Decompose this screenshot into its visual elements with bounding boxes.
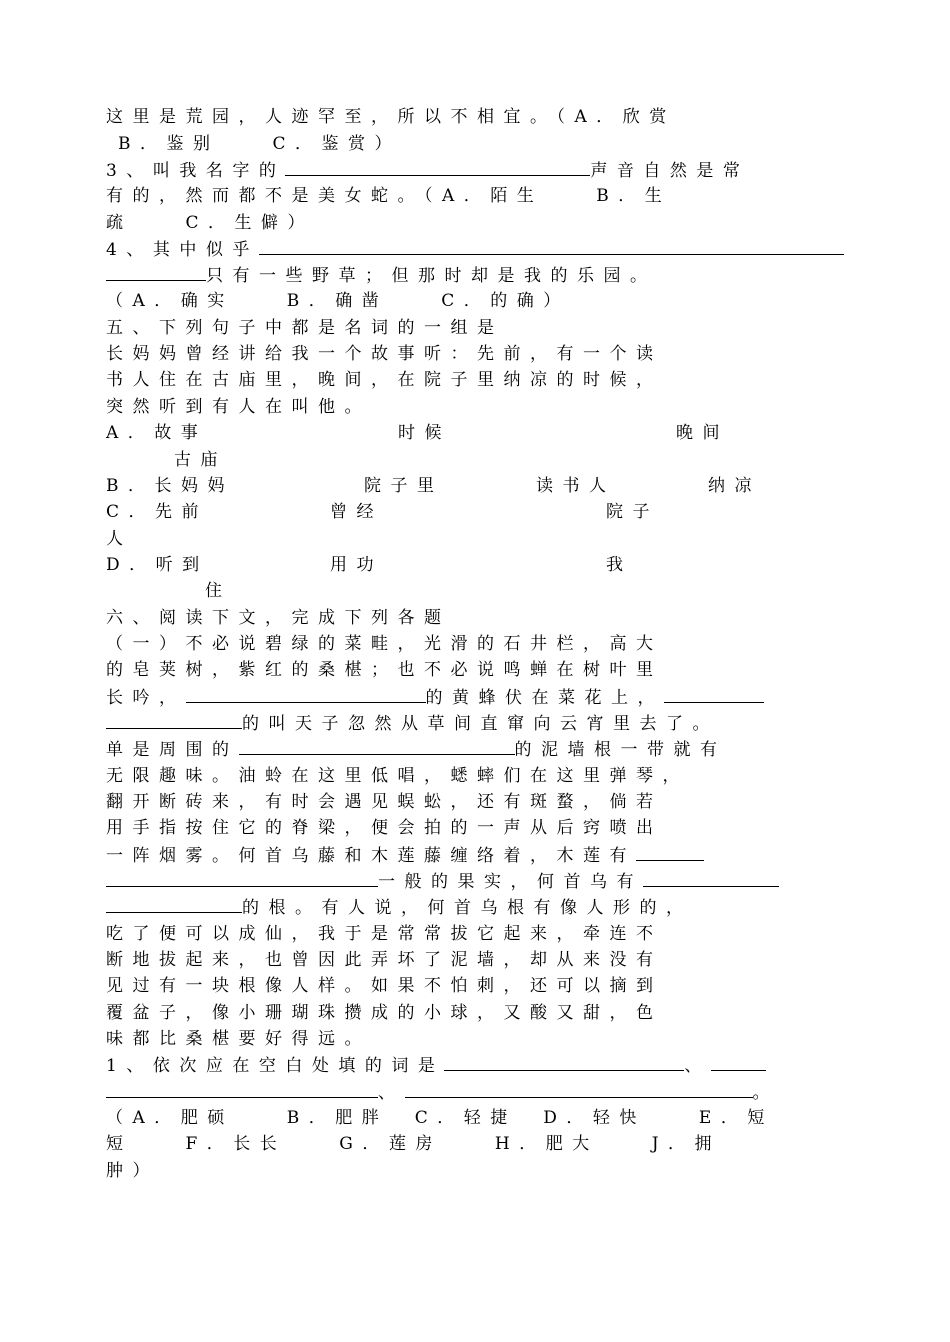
text-line: 只有一些野草；但那时却是我的乐园。 xyxy=(106,264,657,287)
fill-blank[interactable] xyxy=(285,159,590,176)
text-line: 见过有一块根像人样。如果不怕刺，还可以摘到 xyxy=(106,976,663,996)
option-d-line: D．听到 xyxy=(106,555,209,575)
option-word: 院子里 xyxy=(364,476,444,496)
text-line: 4、其中似乎 xyxy=(106,238,844,261)
section-heading: 五、下列句子中都是名词的一组是 xyxy=(106,318,504,338)
fill-blank[interactable] xyxy=(636,844,704,861)
text-line: 覆盆子，像小珊瑚珠攒成的小球，又酸又甜，色 xyxy=(106,1003,663,1023)
text-line: 这里是荒园，人迹罕至，所以不相宜。（A．欣赏 xyxy=(106,107,676,127)
text-line: 一般的果实，何首乌有 xyxy=(106,870,779,893)
text-line: （一）不必说碧绿的菜畦，光滑的石井栏，高大 xyxy=(106,634,663,654)
fill-blank[interactable] xyxy=(106,896,242,913)
text-line: 无限趣味。油蛉在这里低唱，蟋蟀们在这里弹琴， xyxy=(106,766,689,786)
option-a-line: A．故事 xyxy=(106,423,208,443)
option-word: 院子 xyxy=(606,502,659,522)
text-line: 有的，然而都不是美女蛇。（A．陌生 B．生 xyxy=(106,186,672,206)
text-line: 吃了便可以成仙，我于是常常拔它起来，牵连不 xyxy=(106,924,663,944)
fill-blank[interactable] xyxy=(711,1054,766,1071)
fill-blank[interactable] xyxy=(106,870,378,887)
text-line: 3、叫我名字的 声音自然是常 xyxy=(106,161,750,181)
text-line: 用手指按住它的脊梁，便会拍的一声从后窍喷出 xyxy=(106,818,663,838)
text-line: B．鉴别 C．鉴赏） xyxy=(118,134,401,154)
option-word: 我 xyxy=(606,555,633,575)
option-word: 读书人 xyxy=(536,476,616,496)
option-word: 纳凉 xyxy=(708,476,761,496)
text-line: （A．肥硕 B．肥胖 C．轻捷 D．轻快 E．短 xyxy=(106,1108,774,1128)
option-word: 曾经 xyxy=(330,502,383,522)
fill-blank[interactable] xyxy=(186,686,426,703)
text-line: 的叫天子忽然从草间直窜向云宵里去了。 xyxy=(106,712,719,735)
text-line: 一阵烟雾。何首乌藤和木莲藤缠络着，木莲有 xyxy=(106,844,704,867)
text-line: 长吟， 的黄蜂伏在菜花上， xyxy=(106,686,764,709)
fill-blank[interactable] xyxy=(106,1081,378,1098)
text-line: 单是周围的 的泥墙根一带就有 xyxy=(106,740,727,760)
option-word: 用功 xyxy=(330,555,383,575)
fill-blank[interactable] xyxy=(405,1081,753,1098)
option-b-line: B．长妈妈 xyxy=(106,476,234,496)
text-line: 书人住在古庙里，晚间，在院子里纳凉的时候， xyxy=(106,370,663,390)
text-line: 断地拔起来，也曾因此弄坏了泥墙，却从来没有 xyxy=(106,950,663,970)
fill-blank[interactable] xyxy=(444,1054,684,1071)
question-line: 、 。 xyxy=(106,1081,779,1104)
text-line: 翻开断砖来，有时会遇见蜈蚣，还有斑蝥，倘若 xyxy=(106,792,663,812)
text-line: 突然听到有人在叫他。 xyxy=(106,397,371,417)
fill-blank[interactable] xyxy=(664,686,764,703)
option-word: 晚间 xyxy=(676,423,729,443)
option-word: 古庙 xyxy=(174,450,227,470)
text-line: 的根。有人说，何首乌根有像人形的， xyxy=(106,896,693,919)
option-c-line: C．先前 xyxy=(106,502,209,522)
option-word: 住 xyxy=(205,581,232,601)
fill-blank[interactable] xyxy=(643,870,779,887)
section-heading: 六、阅读下文，完成下列各题 xyxy=(106,608,451,628)
fill-blank[interactable] xyxy=(106,264,206,281)
text-line: 味都比桑椹要好得远。 xyxy=(106,1029,371,1049)
option-word: 人 xyxy=(106,529,133,549)
text-line: （A．确实 B．确凿 C．的确） xyxy=(106,291,570,311)
fill-blank[interactable] xyxy=(259,238,844,255)
text-line: 长妈妈曾经讲给我一个故事听：先前，有一个读 xyxy=(106,344,663,364)
option-word: 时候 xyxy=(398,423,451,443)
fill-blank[interactable] xyxy=(106,712,242,729)
text-line: 短 F．长长 G．莲房 H．肥大 J．拥 xyxy=(106,1134,722,1154)
question-line: 1、依次应在空白处填的词是 、 xyxy=(106,1054,766,1077)
fill-blank[interactable] xyxy=(239,738,515,755)
text-line: 的皂荚树，紫红的桑椹；也不必说鸣蝉在树叶里 xyxy=(106,660,663,680)
text-line: 疏 C．生僻） xyxy=(106,213,315,233)
text-line: 肿） xyxy=(106,1161,159,1181)
